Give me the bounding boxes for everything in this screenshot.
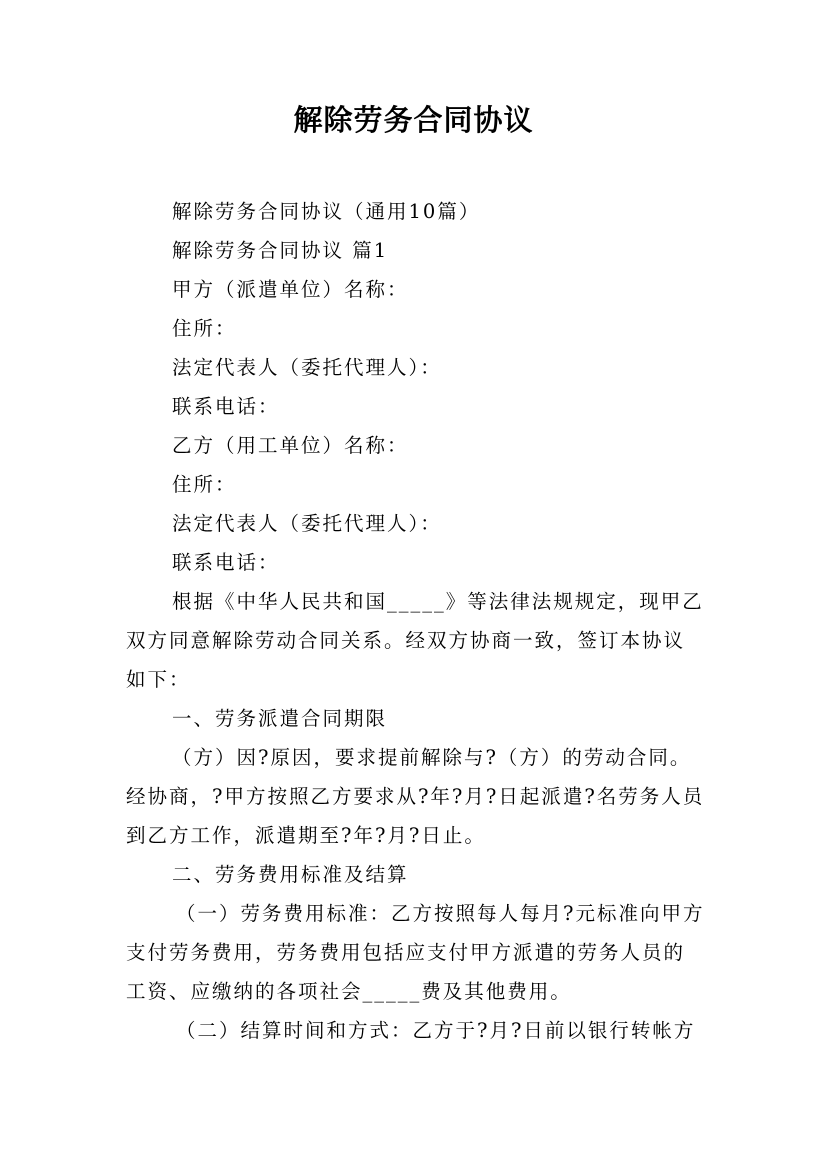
party-a-representative: 法定代表人（委托代理人）： [172,356,442,379]
section-2-item-2: （二）结算时间和方式：乙方于?月?日前以银行转帐方 [176,1019,696,1042]
party-a-phone: 联系电话： [172,395,280,418]
party-b-name: 乙方（用工单位）名称： [172,434,409,457]
article-heading: 解除劳务合同协议 篇1 [172,239,389,262]
section-1-heading: 一、劳务派遣合同期限 [172,707,388,730]
document-body [126,192,706,1050]
party-a-address: 住所： [172,317,237,340]
basis-paragraph: 根据《中华人民共和国_____》等法律法规规定，现甲乙双方同意解除劳动合同关系。经双方协商一致，签订本协议如下： [126,590,704,691]
party-b-address: 住所： [172,473,237,496]
document-title: 解除劳务合同协议 [293,103,534,137]
section-2-item-1: （一）劳务费用标准：乙方按照每人每月?元标准向甲方支付劳务费用，劳务费用包括应支付甲方派遣的劳务人员的工资、应缴纳的各项社会_____费及其他费用。 [126,902,705,1003]
section-2-heading: 二、劳务费用标准及结算 [172,863,409,886]
party-b-phone: 联系电话： [172,551,280,574]
section-1-paragraph: （方）因?原因，要求提前解除与?（方）的劳动合同。经协商，?甲方按照乙方要求从?年?月?日起派遣?名劳务人员到乙方工作，派遣期至?年?月?日止。 [126,746,705,847]
subtitle-line: 解除劳务合同协议（通用10篇） [172,200,481,223]
party-a-name: 甲方（派遣单位）名称： [172,278,409,301]
party-b-representative: 法定代表人（委托代理人）： [172,512,442,535]
